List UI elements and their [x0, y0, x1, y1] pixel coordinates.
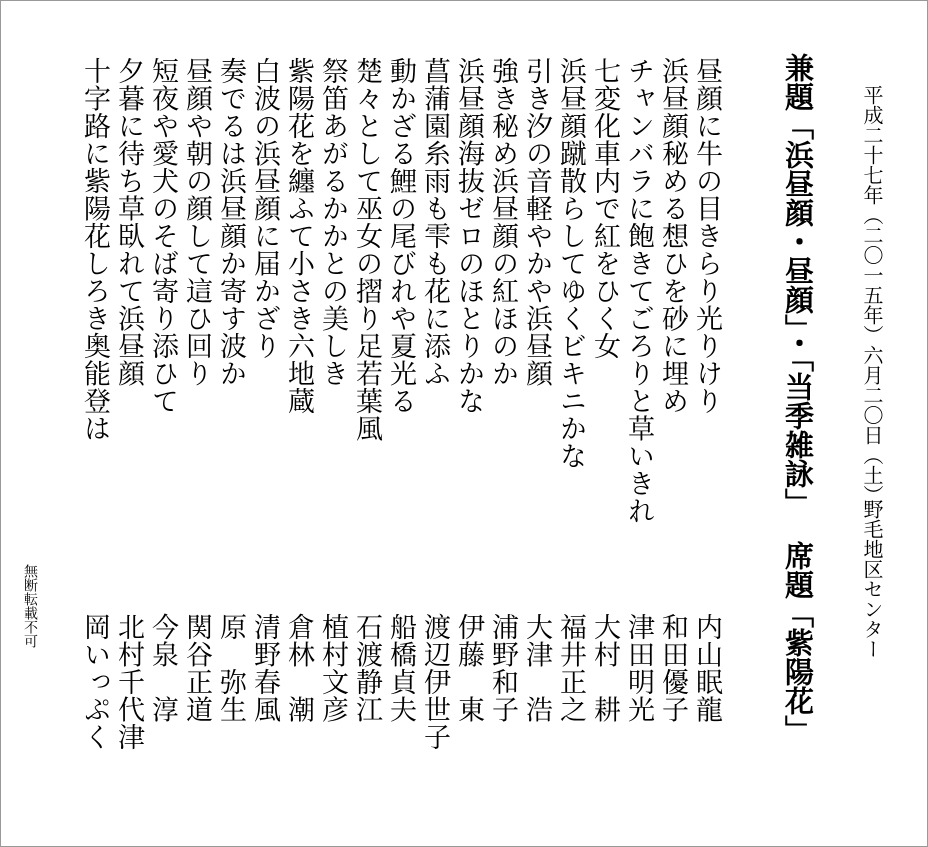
haiku-author: 石渡静江	[351, 613, 382, 723]
haiku-author: 内山眠龍	[691, 613, 722, 723]
haiku-text: 浜昼顔秘める想ひを砂に埋め	[657, 57, 688, 415]
haiku-author: 大津 浩	[521, 613, 552, 723]
haiku-author: 福井正之	[555, 613, 586, 723]
haiku-author: 北村千代津	[113, 613, 144, 751]
haiku-author: 浦野和子	[487, 613, 518, 723]
haiku-text: 昼顔に牛の目きらり光りけり	[691, 57, 722, 415]
haiku-author: 関谷正道	[181, 613, 212, 723]
haiku-author: 船橋貞夫	[385, 613, 416, 723]
haiku-author: 岡いっぷく	[79, 613, 110, 751]
haiku-text: 奏でるは浜昼顔か寄す波か	[215, 57, 246, 387]
haiku-text: 短夜や愛犬のそば寄り添ひて	[147, 57, 178, 415]
haiku-author: 津田明光	[623, 613, 654, 723]
haiku-text: 浜昼顔蹴散らしてゆくビキニかな	[555, 57, 586, 470]
haiku-text: 白波の浜昼顔に届かざり	[249, 57, 280, 360]
haiku-text: 動かざる鯉の尾びれや夏光る	[385, 57, 416, 415]
haiku-author: 原 弥生	[215, 613, 246, 723]
haiku-text: 強き秘め浜昼顔の紅ほのか	[487, 57, 518, 387]
haiku-text: 七変化車内で紅をひく女	[589, 57, 620, 360]
haiku-text: 紫陽花を纏ふて小さき六地蔵	[283, 57, 314, 415]
haiku-text: 楚々として巫女の摺り足若葉風	[351, 57, 382, 442]
haiku-text: 昼顔や朝の顔して這ひ回り	[181, 57, 212, 387]
haiku-author: 今泉 淳	[147, 613, 178, 723]
haiku-author: 伊藤 東	[453, 613, 484, 723]
haiku-author: 植村文彦	[317, 613, 348, 723]
haiku-text: 祭笛あがるかかとの美しき	[317, 57, 348, 387]
copyright-note: 無断転載不可	[22, 564, 38, 648]
haiku-text: 十字路に紫陽花しろき奥能登は	[79, 57, 110, 442]
haiku-text: 夕暮に待ち草臥れて浜昼顔	[113, 57, 144, 387]
haiku-author: 清野春風	[249, 613, 280, 723]
haiku-text: 引き汐の音軽やかや浜昼顔	[521, 57, 552, 387]
seat-theme-heading: 席題「紫陽花」	[781, 541, 815, 744]
haiku-author: 和田優子	[657, 613, 688, 723]
meeting-venue: 野毛地区センター	[860, 499, 884, 659]
haiku-text: 浜昼顔海抜ゼロのほとりかな	[453, 57, 484, 415]
meeting-date: 平成二十七年（二〇一五年）六月二〇日（土）	[860, 85, 884, 505]
haiku-author: 大村 耕	[589, 613, 620, 723]
theme-heading: 兼題「浜昼顔・昼顔」・「当季雑詠」	[781, 53, 815, 517]
haiku-author: 渡辺伊世子	[419, 613, 450, 751]
haiku-author: 倉林 潮	[283, 613, 314, 723]
haiku-text: チャンバラに飽きてごろりと草いきれ	[623, 57, 654, 525]
haiku-text: 菖蒲園糸雨も雫も花に添ふ	[419, 57, 450, 387]
